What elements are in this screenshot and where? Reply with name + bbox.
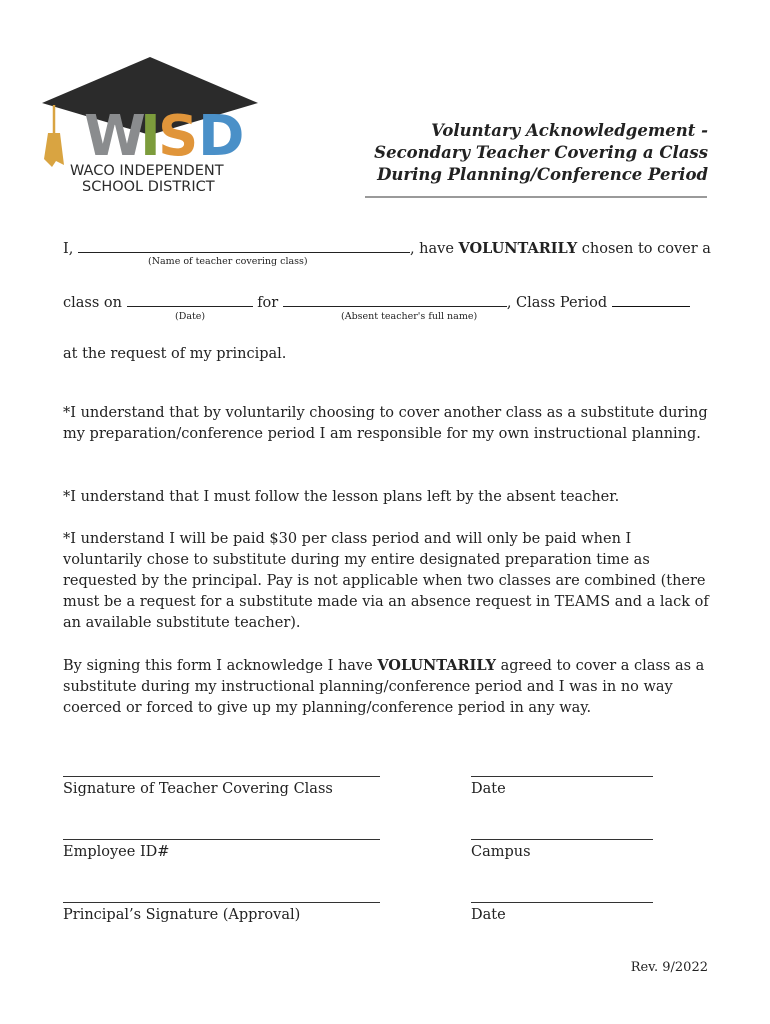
paragraph-4 — [63, 655, 713, 719]
title-line-1: Voluntary Acknowledgement - — [431, 121, 708, 140]
row2-for: for — [257, 295, 279, 311]
employee-id-line[interactable] — [63, 839, 380, 840]
date-line-1[interactable] — [471, 776, 653, 777]
row1-suffix: chosen to cover a — [581, 241, 711, 257]
wisd-logo — [32, 55, 262, 195]
row2-prefix: class on — [63, 295, 122, 311]
caption-absent-teacher: (Absent teacher's full name) — [341, 311, 478, 322]
revision-label: Rev. 9/2022 — [630, 960, 708, 975]
p4-after: agreed to cover a class as a substitute during my instructional planning/conference period and I was in no way coerced or forced to give up my planning/conference period in any way. — [63, 658, 705, 716]
teacher-signature-label: Signature of Teacher Covering Class — [63, 781, 333, 797]
paragraph-1: *I understand that by voluntarily choosing to cover another class as a substitute during my preparation/conference period I am responsible for my own instructional planning. — [63, 405, 708, 442]
logo-letter-w: W — [84, 104, 146, 169]
row2-period: , Class Period — [506, 295, 608, 311]
absent-teacher-field[interactable] — [283, 292, 507, 307]
logo-line2: SCHOOL DISTRICT — [82, 179, 215, 195]
date-field[interactable] — [127, 292, 253, 307]
paragraph-3: *I understand I will be paid $30 per class period and will only be paid when I voluntarily chose to substitute during my entire designated preparation time as requested by the principal. Pay is not applicable when two classes are combined (there must be a request for a substitute made via an absence request in TEAMS and a lack of an available substitute teacher). — [63, 531, 709, 631]
row-class-date — [63, 292, 690, 311]
logo-line1: WACO INDEPENDENT — [70, 163, 224, 179]
campus-line[interactable] — [471, 839, 653, 840]
date-label-2: Date — [471, 907, 506, 923]
date-line-2[interactable] — [471, 902, 653, 903]
date-label-1: Date — [471, 781, 506, 797]
row1-bold: VOLUNTARILY — [458, 240, 578, 257]
form-title — [348, 120, 708, 186]
principal-signature-label: Principal’s Signature (Approval) — [63, 907, 301, 923]
caption-teacher-name: (Name of teacher covering class) — [148, 256, 308, 267]
title-divider — [365, 196, 707, 198]
teacher-name-field[interactable] — [78, 238, 410, 253]
row-principal-request: at the request of my principal. — [63, 346, 287, 362]
tassel-icon — [44, 133, 64, 167]
principal-signature-line[interactable] — [63, 902, 380, 903]
campus-label: Campus — [471, 844, 531, 860]
p4-bold: VOLUNTARILY — [377, 657, 496, 674]
class-period-field[interactable] — [612, 292, 690, 307]
row1-prefix: I, — [63, 241, 74, 257]
row-teacher-name — [63, 238, 711, 257]
caption-date: (Date) — [175, 311, 206, 322]
logo-letter-i: I — [140, 104, 161, 169]
logo-letter-d: D — [198, 104, 245, 169]
paragraph-2: *I understand that I must follow the lesson plans left by the absent teacher. — [63, 489, 620, 505]
title-line-2: Secondary Teacher Covering a Class — [374, 143, 708, 162]
teacher-signature-line[interactable] — [63, 776, 380, 777]
logo-letter-s: S — [158, 104, 199, 169]
p4-before: By signing this form I acknowledge I have — [63, 658, 373, 674]
title-line-3: During Planning/Conference Period — [377, 165, 708, 184]
employee-id-label: Employee ID# — [63, 844, 170, 860]
row1-middle: , have — [409, 241, 454, 257]
